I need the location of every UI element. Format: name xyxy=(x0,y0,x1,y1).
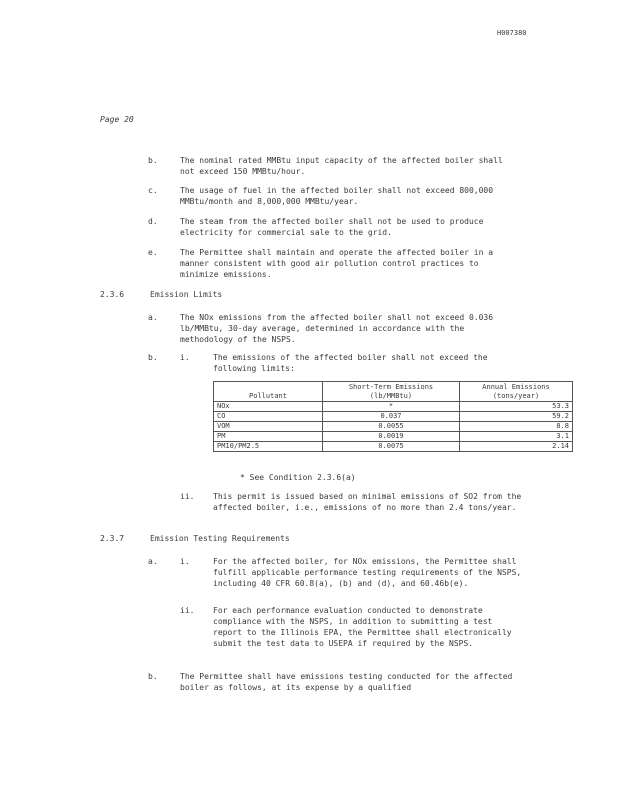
table-cell: VOM xyxy=(214,422,323,432)
column-header: Pollutant xyxy=(214,382,323,402)
table-cell: 0.037 xyxy=(323,412,460,422)
item-marker: a. xyxy=(148,557,158,566)
item-marker: c. xyxy=(148,186,158,195)
table-cell: 0.0019 xyxy=(323,432,460,442)
item-marker: e. xyxy=(148,248,158,257)
table-row xyxy=(214,432,573,442)
section-number: 2.3.7 xyxy=(100,534,125,543)
table-cell: 0.0055 xyxy=(323,422,460,432)
table-header-row xyxy=(214,382,573,402)
column-header: Short-Term Emissions (lb/MMBtu) xyxy=(323,382,460,402)
table-cell: 59.2 xyxy=(460,412,573,422)
item-text: The steam from the affected boiler shall not be used to produce electricity for commercial sale to the grid. xyxy=(180,217,484,237)
item-text: The usage of fuel in the affected boiler shall not exceed 800,000 MMBtu/month and 8,000,000 MMBtu/year. xyxy=(180,186,494,206)
table-cell: NOx xyxy=(214,402,323,412)
item-text: The NOx emissions from the affected boiler shall not exceed 0.036 lb/MMBtu, 30-day average, determined in accordance with the methodology of the NSPS. xyxy=(180,313,494,344)
item-text: The Permittee shall have emissions testing conducted for the affected boiler as follows, at its expense by a qualified xyxy=(180,672,513,692)
sub-marker: i. xyxy=(180,557,190,566)
item-text: For each performance evaluation conducted to demonstrate compliance with the NSPS, in addition to submitting a test report to the Illinois EPA, the Permittee shall electronically submit the test data to USEPA if required by the NSPS. xyxy=(213,606,512,648)
table-row xyxy=(214,422,573,432)
table-cell: PM xyxy=(214,432,323,442)
table-cell: 0.0075 xyxy=(323,442,460,452)
table-cell: 53.3 xyxy=(460,402,573,412)
table-cell: CO xyxy=(214,412,323,422)
item-text: The emissions of the affected boiler shall not exceed the following limits: xyxy=(213,353,488,373)
item-text: The Permittee shall maintain and operate the affected boiler in a manner consistent with good air pollution control practices to minimize emissions. xyxy=(180,248,494,279)
sub-marker: i. xyxy=(180,353,190,362)
item-text: The nominal rated MMBtu input capacity of the affected boiler shall not exceed 150 MMBtu/hour. xyxy=(180,156,503,176)
section-number: 2.3.6 xyxy=(100,290,125,299)
item-text: This permit is issued based on minimal emissions of SO2 from the affected boiler, i.e., emissions of no more than 2.4 tons/year. xyxy=(213,492,522,512)
sub-marker: ii. xyxy=(180,606,195,615)
table-row xyxy=(214,442,573,452)
item-marker: d. xyxy=(148,217,158,226)
table-cell: PM10/PM2.5 xyxy=(214,442,323,452)
document-id: H007380 xyxy=(497,29,527,37)
item-marker: a. xyxy=(148,313,158,322)
item-marker: b. xyxy=(148,672,158,681)
table-footnote: * See Condition 2.3.6(a) xyxy=(240,473,356,482)
page-label: Page 20 xyxy=(100,115,134,124)
table-row xyxy=(214,402,573,412)
table-cell: 8.8 xyxy=(460,422,573,432)
emissions-table xyxy=(213,381,573,452)
item-text: For the affected boiler, for NOx emissions, the Permittee shall fulfill applicable performance testing requirements of the NSPS, including 40 CFR 60.8(a), (b) and (d), and 60.46b(e). xyxy=(213,557,522,588)
table-cell: 2.14 xyxy=(460,442,573,452)
item-marker: b. xyxy=(148,353,158,362)
section-title: Emission Testing Requirements xyxy=(150,534,290,543)
column-header: Annual Emissions (tons/year) xyxy=(460,382,573,402)
table-cell: 3.1 xyxy=(460,432,573,442)
table-cell: * xyxy=(323,402,460,412)
item-marker: b. xyxy=(148,156,158,165)
table-row xyxy=(214,412,573,422)
section-title: Emission Limits xyxy=(150,290,223,299)
sub-marker: ii. xyxy=(180,492,195,501)
